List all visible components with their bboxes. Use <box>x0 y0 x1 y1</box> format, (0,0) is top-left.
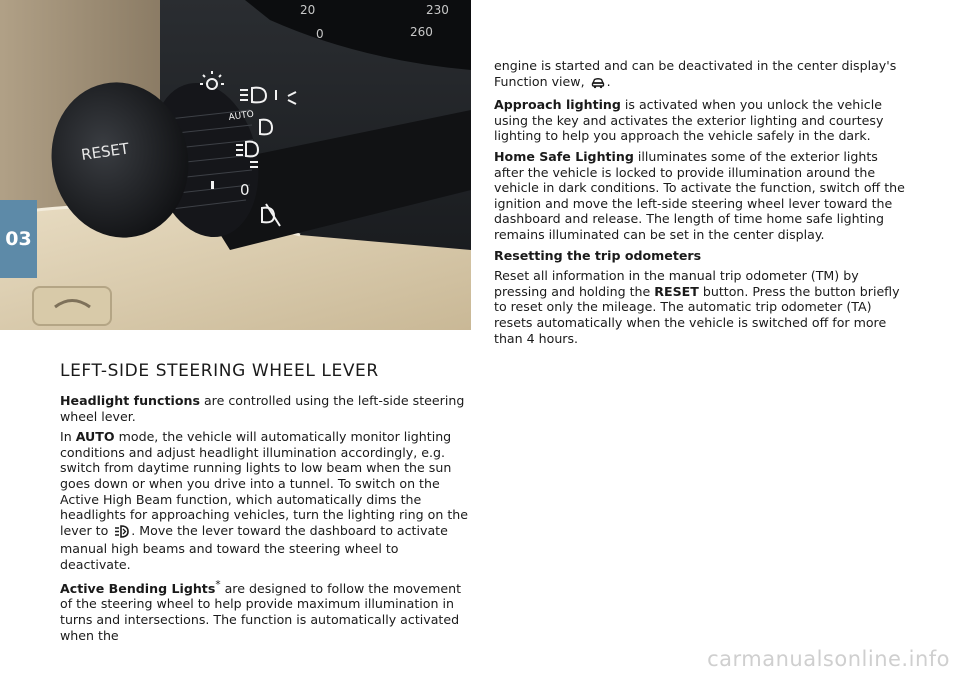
auto-label: AUTO <box>228 109 255 123</box>
active-high-beam-icon <box>114 525 129 542</box>
term-auto: AUTO <box>75 429 115 445</box>
optional-equipment-mark: * <box>215 578 221 591</box>
term-headlight-functions: Headlight functions <box>60 393 200 408</box>
section-heading: LEFT-SIDE STEERING WHEEL LEVER <box>60 361 379 381</box>
lever-illustration <box>0 0 471 330</box>
left-column <box>60 393 470 648</box>
paragraph-text: are designed to follow the movement of the steering wheel to help provide maximum illumination in turns and intersections. The function is automatically activated when the <box>60 580 462 643</box>
paragraph-text: engine is started and can be deactivated in the center display's Function view, <box>494 58 897 89</box>
speedo-mark: 0 <box>316 27 324 41</box>
term-active-bending-lights: Active Bending Lights <box>60 580 216 596</box>
auto-mode-paragraph <box>60 429 470 572</box>
paragraph-text: Reset all information in the manual trip odometer (TM) by pressing and holding the <box>494 268 859 299</box>
term-approach-lighting: Approach lighting <box>494 97 621 113</box>
paragraph-text: In <box>60 429 76 445</box>
speedo-mark: 20 <box>300 3 316 17</box>
speedo-mark: 260 <box>410 25 433 39</box>
position-marker <box>211 181 214 189</box>
home-safe-lighting-paragraph <box>494 149 906 243</box>
term-reset: RESET <box>654 283 699 299</box>
watermark: carmanualsonline.info <box>707 647 950 671</box>
car-settings-icon <box>591 76 605 93</box>
trip-odometer-paragraph <box>494 268 906 346</box>
paragraph-text: is activated when you unlock the vehicle using the key and activates the exterior lighting and courtesy lighting to help you approach the vehicle safely in the dark. <box>494 97 884 144</box>
steering-lever-photo <box>0 0 471 330</box>
term-home-safe-lighting: Home Safe Lighting <box>494 148 634 164</box>
reset-label: RESET <box>80 139 131 164</box>
speedo-mark: 230 <box>426 3 449 17</box>
paragraph-text: . <box>606 73 611 89</box>
right-column <box>494 58 906 351</box>
trip-odometer-subheading: Resetting the trip odometers <box>494 247 702 263</box>
bending-lights-continued-paragraph <box>494 58 906 92</box>
headlight-functions-paragraph <box>60 393 470 424</box>
paragraph-text: illuminates some of the exterior lights after the vehicle is locked to provide illumination around the vehicle in dark conditions. To activate the function, switch off the ignition and move the left-side steering wheel lever toward the dashboard and release. The length of time home safe lighting remains illuminated can be set in the center display. <box>494 148 905 242</box>
chapter-tab: 03 <box>0 200 37 278</box>
paragraph-text: . Move the lever toward the dashboard to activate manual high beams and toward the steering wheel to deactivate. <box>60 522 448 572</box>
paragraph-text: mode, the vehicle will automatically monitor lighting conditions and adjust headlight illumination accordingly, e.g. switch from daytime running lights to low beam when the sun goes down or when you drive into a tunnel. To switch on the Active High Beam function, which automatically dims the headlights for approaching vehicles, turn the lighting ring on the lever to <box>60 429 469 538</box>
approach-lighting-paragraph <box>494 97 906 144</box>
paragraph-text: are controlled using the left-side steering wheel lever. <box>60 393 465 424</box>
paragraph-text: button. Press the button briefly to reset only the mileage. The automatic trip odometer (TA) resets automatically when the vehicle is switched off for more than 4 hours. <box>494 283 900 346</box>
active-bending-lights-paragraph <box>60 578 470 644</box>
off-position-label: 0 <box>240 181 250 199</box>
